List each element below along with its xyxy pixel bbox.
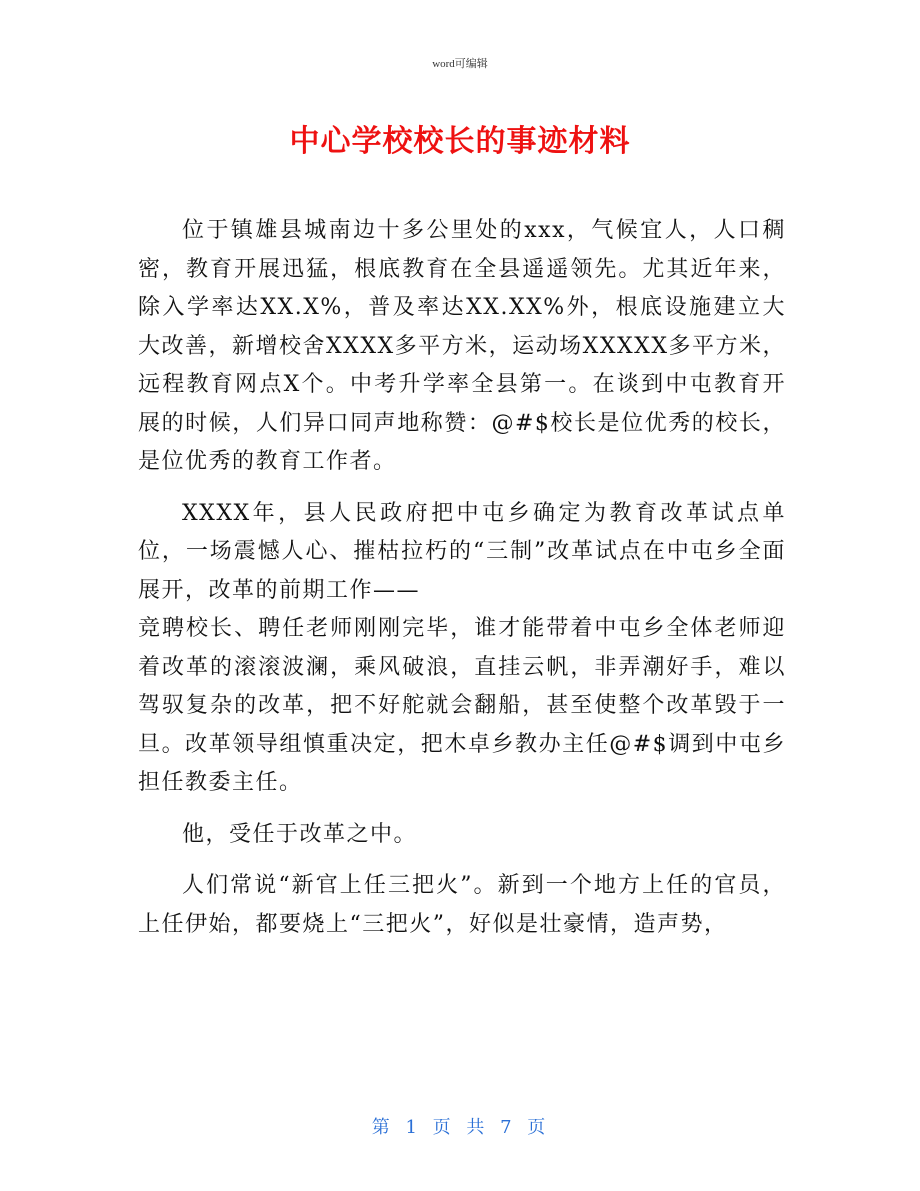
document-title: 中心学校校长的事迹材料 — [289, 124, 631, 159]
header-note: word可编辑 — [432, 58, 488, 70]
page-number: 第 1 页 共 7 页 — [371, 1117, 549, 1138]
document-body — [138, 212, 786, 944]
paragraph-4: 他，受任于改革之中。 — [182, 821, 418, 847]
paragraph-5: 人们常说“新官上任三把火”。新到一个地方上任的官员，上任伊始，都要烧上“三把火”，好似是壮豪情，造声势， — [138, 873, 786, 937]
paragraph-2: XXXX年，县人民政府把中屯乡确定为教育改革试点单位，一场震憾人心、摧枯拉朽的“三制”改革试点在中屯乡全面展开，改革的前期工作—— — [138, 500, 786, 603]
paragraph-3: 竞聘校长、聘任老师刚刚完毕，谁才能带着中屯乡全体老师迎着改革的滚滚波澜，乘风破浪，直挂云帆，非弄潮好手，难以驾驭复杂的改革，把不好舵就会翻船，甚至使整个改革毁于一旦。改革领导组慎重决定，把木卓乡教办主任@#$调到中屯乡担任教委主任。 — [138, 616, 786, 795]
paragraph-1: 位于镇雄县城南边十多公里处的xxx，气候宜人，人口稠密，教育开展迅猛，根底教育在全县遥遥领先。尤其近年来，除入学率达XX.X%，普及率达XX.XX%外，根底设施建立大大改善，新增校舍XXXX多平方米，运动场XXXXX多平方米，远程教育网点X个。中考升学率全县第一。在谈到中屯教育开展的时候，人们异口同声地称赞：@#$校长是位优秀的校长，是位优秀的教育工作者。 — [138, 218, 786, 474]
